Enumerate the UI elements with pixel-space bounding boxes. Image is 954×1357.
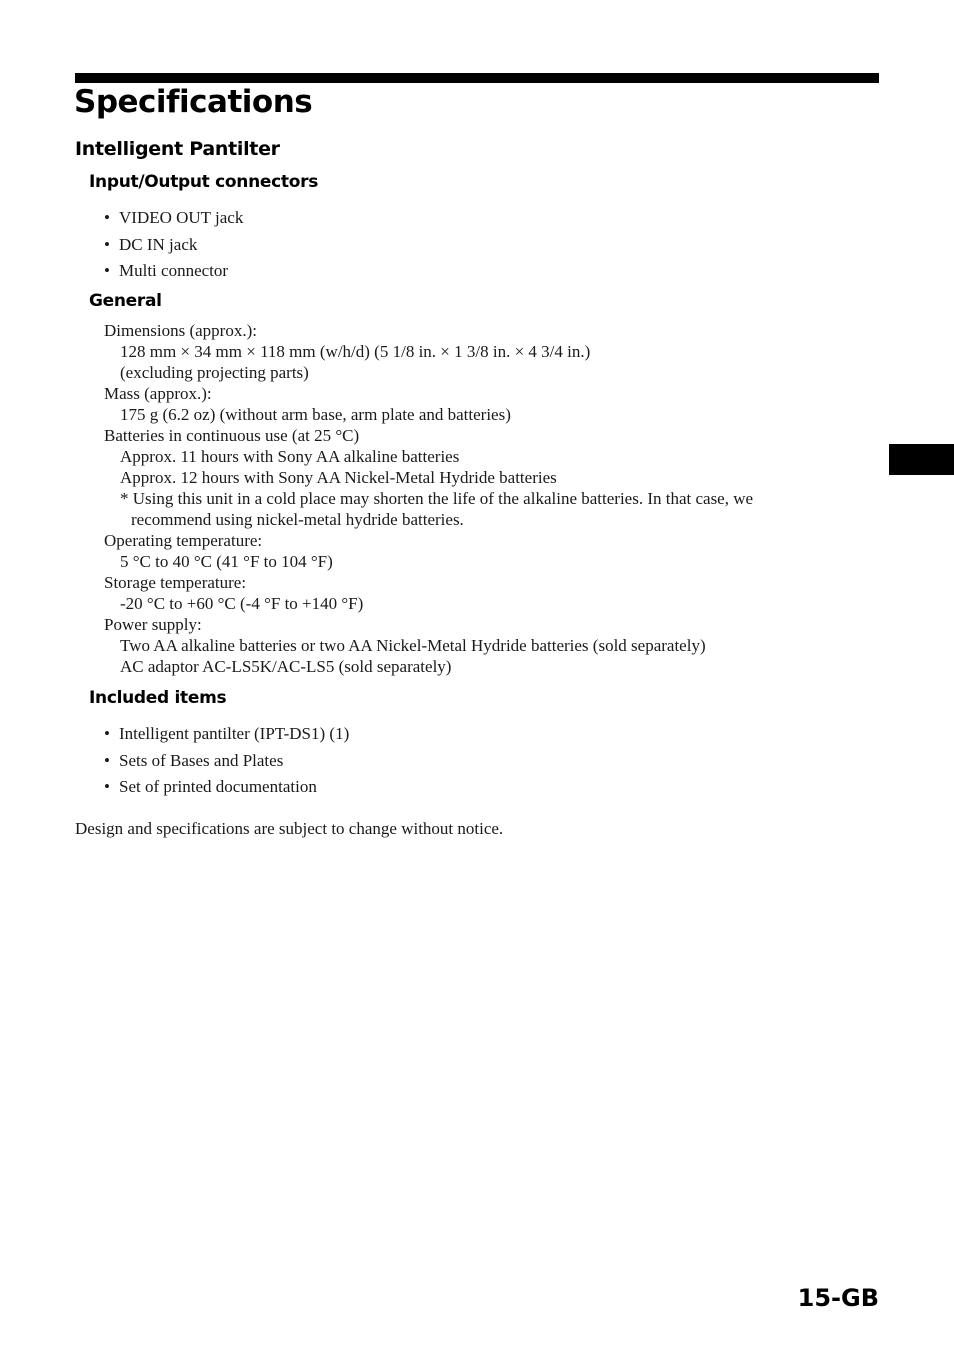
op-temp-value: 5 °C to 40 °C (41 °F to 104 °F) — [120, 552, 333, 571]
page-number: 15-GB — [797, 1284, 879, 1312]
list-item: • Intelligent pantilter (IPT-DS1) (1) — [104, 724, 350, 743]
section-tab-marker — [889, 444, 954, 475]
power-value-batteries: Two AA alkaline batteries or two AA Nickel-Metal Hydride batteries (sold separately) — [120, 636, 706, 655]
list-item: • Set of printed documentation — [104, 777, 317, 796]
battery-nimh: Approx. 12 hours with Sony AA Nickel-Metal Hydride batteries — [120, 468, 557, 487]
mass-label: Mass (approx.): — [104, 384, 212, 403]
power-value-adaptor: AC adaptor AC-LS5K/AC-LS5 (sold separately) — [120, 657, 452, 676]
battery-note: * Using this unit in a cold place may shorten the life of the alkaline batteries. In that case, we — [120, 489, 754, 508]
battery-label: Batteries in continuous use (at 25 °C) — [104, 426, 360, 445]
list-item: • Multi connector — [104, 261, 229, 280]
battery-note-continued: recommend using nickel-metal hydride batteries. — [131, 510, 464, 529]
power-label: Power supply: — [104, 615, 202, 634]
general-specs — [104, 320, 753, 677]
top-rule — [75, 73, 879, 83]
mass-value: 175 g (6.2 oz) (without arm base, arm plate and batteries) — [120, 405, 511, 424]
page-title: Specifications — [74, 84, 313, 120]
dimensions-note: (excluding projecting parts) — [120, 363, 309, 382]
list-item: • VIDEO OUT jack — [104, 208, 244, 227]
op-temp-label: Operating temperature: — [104, 531, 263, 550]
included-heading: Included items — [89, 688, 227, 708]
io-heading: Input/Output connectors — [89, 172, 319, 192]
included-list — [104, 723, 349, 803]
io-list — [104, 207, 243, 287]
change-notice: Design and specifications are subject to change without notice. — [75, 819, 504, 838]
battery-alkaline: Approx. 11 hours with Sony AA alkaline batteries — [120, 447, 460, 466]
storage-temp-label: Storage temperature: — [104, 573, 247, 592]
list-item: • DC IN jack — [104, 234, 198, 254]
section-heading: Intelligent Pantilter — [75, 138, 280, 160]
dimensions-value: 128 mm × 34 mm × 118 mm (w/h/d) (5 1/8 in. × 1 3/8 in. × 4 3/4 in.) — [120, 342, 591, 361]
dimensions-label: Dimensions (approx.): — [104, 321, 257, 340]
list-item: • Sets of Bases and Plates — [104, 750, 284, 770]
storage-temp-value: -20 °C to +60 °C (-4 °F to +140 °F) — [120, 594, 364, 613]
general-heading: General — [89, 291, 162, 311]
